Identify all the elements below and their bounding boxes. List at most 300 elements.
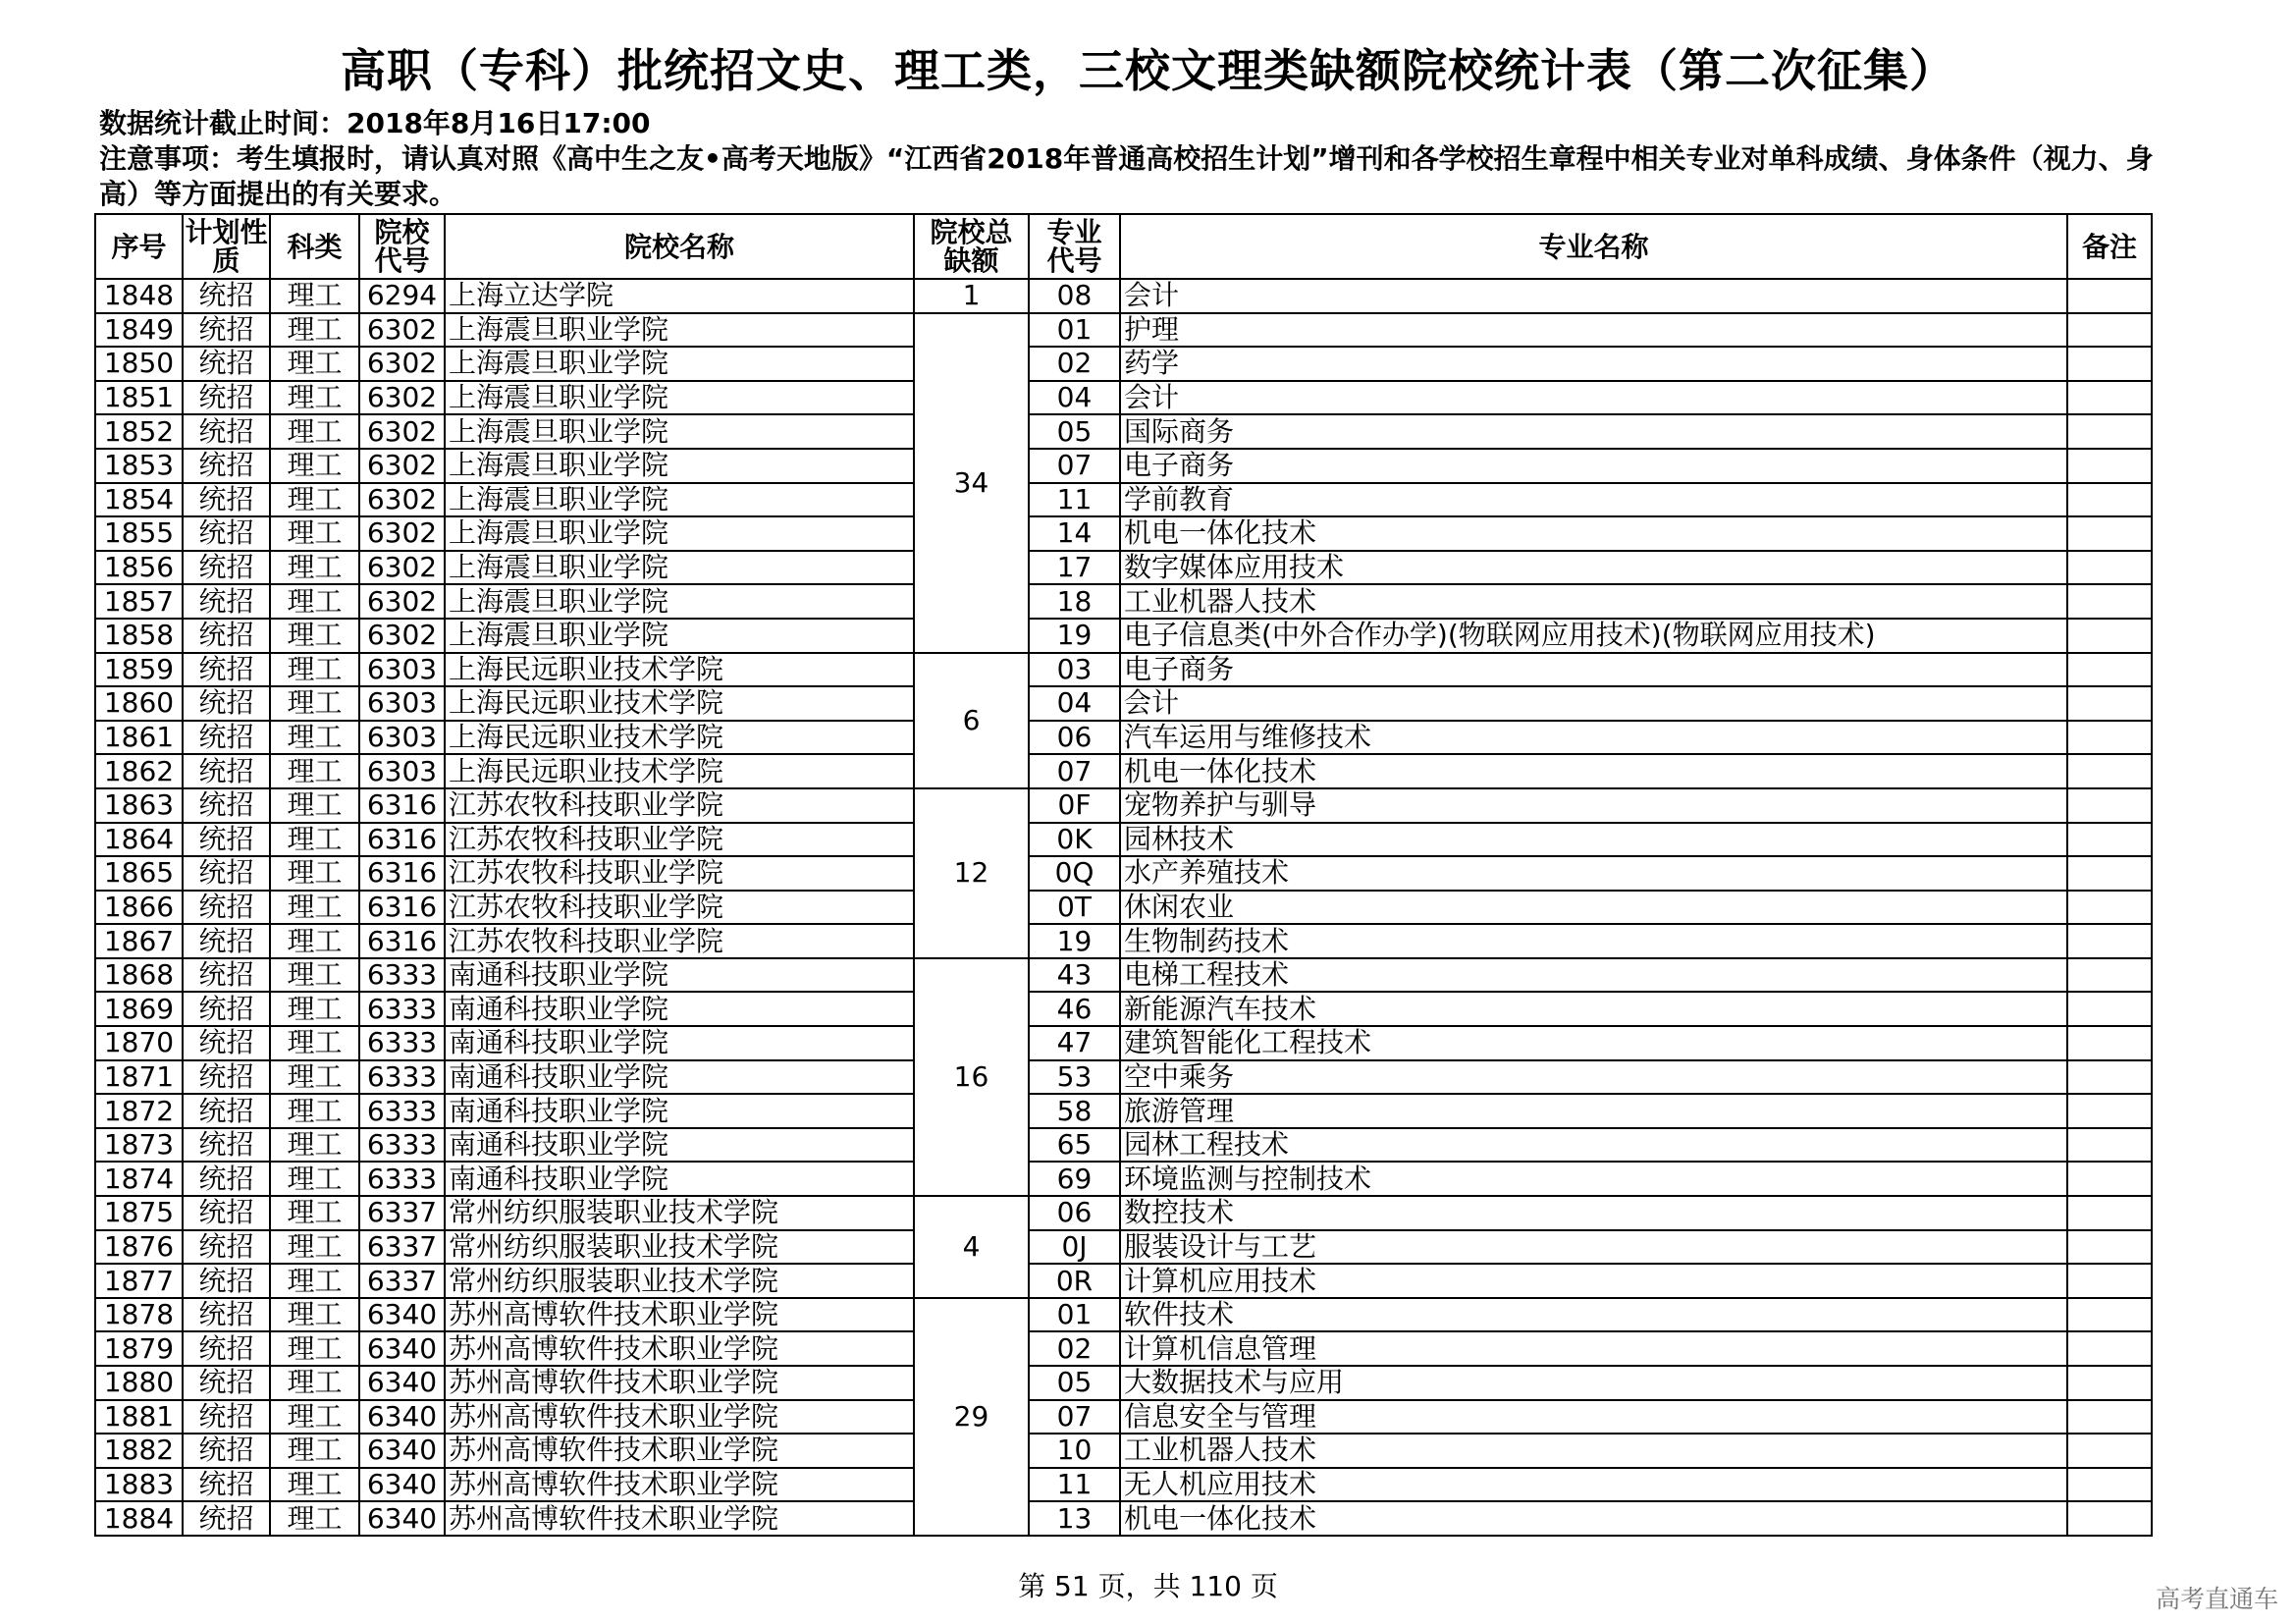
cell-major-name: 会计 [1120, 381, 2067, 415]
cell-category: 理工 [270, 381, 359, 415]
cell-major-name: 学前教育 [1120, 483, 2067, 517]
cell-remark [2067, 1331, 2152, 1366]
cell-plan: 统招 [183, 856, 270, 891]
cell-seq: 1872 [95, 1094, 183, 1128]
cell-school-name: 上海震旦职业学院 [445, 619, 914, 653]
cell-major-code: 06 [1029, 721, 1120, 755]
cell-major-code: 19 [1029, 619, 1120, 653]
table-row [95, 1501, 2152, 1536]
cell-remark [2067, 754, 2152, 788]
cell-category: 理工 [270, 619, 359, 653]
table-row [95, 381, 2152, 415]
table-row [95, 788, 2152, 823]
cell-seq: 1860 [95, 686, 183, 721]
cell-remark [2067, 1094, 2152, 1128]
cell-category: 理工 [270, 788, 359, 823]
cell-school-code: 6302 [359, 551, 445, 585]
cell-seq: 1858 [95, 619, 183, 653]
cell-category: 理工 [270, 1501, 359, 1536]
cell-school-name: 上海民远职业技术学院 [445, 686, 914, 721]
cell-major-code: 07 [1029, 754, 1120, 788]
cell-major-name: 服装设计与工艺 [1120, 1230, 2067, 1265]
cell-vacancy: 6 [914, 653, 1029, 788]
cell-plan: 统招 [183, 823, 270, 857]
cell-major-code: 02 [1029, 347, 1120, 381]
cell-category: 理工 [270, 958, 359, 993]
cell-category: 理工 [270, 1298, 359, 1332]
cell-remark [2067, 1366, 2152, 1400]
cell-seq: 1852 [95, 414, 183, 449]
cell-major-name: 无人机应用技术 [1120, 1468, 2067, 1502]
cell-remark [2067, 584, 2152, 619]
cell-school-name: 上海立达学院 [445, 279, 914, 313]
table-row [95, 551, 2152, 585]
cell-vacancy: 1 [914, 279, 1029, 313]
cell-plan: 统招 [183, 584, 270, 619]
cell-category: 理工 [270, 721, 359, 755]
cell-major-name: 水产养殖技术 [1120, 856, 2067, 891]
cell-school-name: 上海震旦职业学院 [445, 449, 914, 483]
cell-major-name: 电子信息类(中外合作办学)(物联网应用技术)(物联网应用技术) [1120, 619, 2067, 653]
cell-remark [2067, 1264, 2152, 1298]
cell-plan: 统招 [183, 516, 270, 551]
cell-major-name: 会计 [1120, 279, 2067, 313]
cell-major-code: 03 [1029, 653, 1120, 687]
cell-remark [2067, 958, 2152, 993]
cell-plan: 统招 [183, 1298, 270, 1332]
header-major-code-text: 专业代号 [1046, 216, 1102, 277]
cell-school-code: 6303 [359, 721, 445, 755]
cell-vacancy: 4 [914, 1196, 1029, 1298]
cell-plan: 统招 [183, 1128, 270, 1163]
cell-remark [2067, 381, 2152, 415]
cell-school-name: 南通科技职业学院 [445, 1026, 914, 1060]
cell-major-code: 65 [1029, 1128, 1120, 1163]
cell-school-name: 江苏农牧科技职业学院 [445, 823, 914, 857]
table-row [95, 856, 2152, 891]
cell-seq: 1873 [95, 1128, 183, 1163]
cell-plan: 统招 [183, 653, 270, 687]
cell-plan: 统招 [183, 1434, 270, 1468]
cell-remark [2067, 347, 2152, 381]
table-row [95, 584, 2152, 619]
cell-major-name: 电子商务 [1120, 653, 2067, 687]
cell-major-code: 11 [1029, 1468, 1120, 1502]
header-school-code [359, 214, 445, 279]
cell-school-code: 6302 [359, 313, 445, 348]
cell-remark [2067, 516, 2152, 551]
cell-major-name: 数字媒体应用技术 [1120, 551, 2067, 585]
table-row [95, 1230, 2152, 1265]
cell-school-code: 6340 [359, 1298, 445, 1332]
table-row [95, 754, 2152, 788]
cell-plan: 统招 [183, 1468, 270, 1502]
cell-plan: 统招 [183, 1162, 270, 1196]
cell-remark [2067, 449, 2152, 483]
cell-remark [2067, 551, 2152, 585]
cell-remark [2067, 1128, 2152, 1163]
cell-major-code: 46 [1029, 992, 1120, 1026]
cell-seq: 1875 [95, 1196, 183, 1230]
cell-seq: 1854 [95, 483, 183, 517]
cell-remark [2067, 619, 2152, 653]
cell-remark [2067, 1196, 2152, 1230]
cell-plan: 统招 [183, 891, 270, 925]
cell-seq: 1871 [95, 1060, 183, 1095]
cell-school-name: 南通科技职业学院 [445, 992, 914, 1026]
cell-major-name: 休闲农业 [1120, 891, 2067, 925]
cell-school-code: 6303 [359, 686, 445, 721]
cell-seq: 1876 [95, 1230, 183, 1265]
cell-school-name: 苏州高博软件技术职业学院 [445, 1434, 914, 1468]
cell-major-code: 07 [1029, 1400, 1120, 1435]
cell-major-code: 58 [1029, 1094, 1120, 1128]
cell-school-name: 苏州高博软件技术职业学院 [445, 1468, 914, 1502]
cell-major-code: 08 [1029, 279, 1120, 313]
cell-school-name: 上海民远职业技术学院 [445, 721, 914, 755]
cell-remark [2067, 1434, 2152, 1468]
header-category: 科类 [270, 214, 359, 279]
table-row [95, 721, 2152, 755]
vacancy-table-wrapper [94, 213, 2153, 1537]
cell-category: 理工 [270, 1366, 359, 1400]
cell-school-code: 6302 [359, 483, 445, 517]
cell-school-code: 6316 [359, 788, 445, 823]
header-plan-text: 计划性质 [185, 216, 268, 277]
cell-school-code: 6340 [359, 1501, 445, 1536]
cell-major-name: 宠物养护与驯导 [1120, 788, 2067, 823]
cell-school-name: 上海震旦职业学院 [445, 414, 914, 449]
cell-category: 理工 [270, 924, 359, 958]
cell-school-code: 6302 [359, 449, 445, 483]
table-row [95, 1298, 2152, 1332]
table-row [95, 313, 2152, 348]
cell-category: 理工 [270, 891, 359, 925]
cell-vacancy: 29 [914, 1298, 1029, 1536]
cell-plan: 统招 [183, 924, 270, 958]
cell-school-code: 6302 [359, 414, 445, 449]
cell-major-name: 信息安全与管理 [1120, 1400, 2067, 1435]
cell-plan: 统招 [183, 1366, 270, 1400]
table-row [95, 686, 2152, 721]
cell-school-name: 南通科技职业学院 [445, 1128, 914, 1163]
cell-major-name: 数控技术 [1120, 1196, 2067, 1230]
cell-plan: 统招 [183, 1094, 270, 1128]
table-row [95, 653, 2152, 687]
vacancy-table [94, 213, 2153, 1537]
cell-seq: 1853 [95, 449, 183, 483]
cell-major-code: 19 [1029, 924, 1120, 958]
cell-seq: 1856 [95, 551, 183, 585]
cell-school-name: 江苏农牧科技职业学院 [445, 924, 914, 958]
cell-major-name: 机电一体化技术 [1120, 754, 2067, 788]
cell-school-code: 6316 [359, 856, 445, 891]
cell-category: 理工 [270, 584, 359, 619]
cell-school-name: 常州纺织服装职业技术学院 [445, 1264, 914, 1298]
cell-major-name: 软件技术 [1120, 1298, 2067, 1332]
cell-major-code: 0K [1029, 823, 1120, 857]
cell-vacancy: 12 [914, 788, 1029, 958]
cell-category: 理工 [270, 1264, 359, 1298]
cell-category: 理工 [270, 516, 359, 551]
table-row [95, 1128, 2152, 1163]
cell-school-code: 6303 [359, 754, 445, 788]
cell-seq: 1877 [95, 1264, 183, 1298]
cell-plan: 统招 [183, 788, 270, 823]
deadline-text: 数据统计截止时间：2018年8月16日17:00 [99, 107, 651, 139]
cell-seq: 1862 [95, 754, 183, 788]
cell-plan: 统招 [183, 1264, 270, 1298]
cell-school-code: 6340 [359, 1468, 445, 1502]
cell-school-code: 6333 [359, 992, 445, 1026]
cell-plan: 统招 [183, 992, 270, 1026]
cell-major-name: 国际商务 [1120, 414, 2067, 449]
cell-school-code: 6294 [359, 279, 445, 313]
cell-category: 理工 [270, 686, 359, 721]
cell-major-code: 04 [1029, 686, 1120, 721]
cell-plan: 统招 [183, 619, 270, 653]
cell-seq: 1884 [95, 1501, 183, 1536]
table-row [95, 1060, 2152, 1095]
table-row [95, 347, 2152, 381]
cell-major-code: 11 [1029, 483, 1120, 517]
cell-major-code: 10 [1029, 1434, 1120, 1468]
cell-major-name: 机电一体化技术 [1120, 516, 2067, 551]
cell-category: 理工 [270, 823, 359, 857]
cell-category: 理工 [270, 1468, 359, 1502]
cell-vacancy: 34 [914, 313, 1029, 653]
cell-major-name: 生物制药技术 [1120, 924, 2067, 958]
cell-major-name: 园林技术 [1120, 823, 2067, 857]
cell-school-code: 6333 [359, 1026, 445, 1060]
cell-category: 理工 [270, 1400, 359, 1435]
cell-major-name: 环境监测与控制技术 [1120, 1162, 2067, 1196]
cell-seq: 1863 [95, 788, 183, 823]
cell-major-name: 药学 [1120, 347, 2067, 381]
table-row [95, 1434, 2152, 1468]
cell-category: 理工 [270, 483, 359, 517]
cell-school-name: 江苏农牧科技职业学院 [445, 856, 914, 891]
cell-category: 理工 [270, 347, 359, 381]
cell-plan: 统招 [183, 1230, 270, 1265]
cell-remark [2067, 1060, 2152, 1095]
cell-school-code: 6302 [359, 381, 445, 415]
table-row [95, 891, 2152, 925]
cell-remark [2067, 992, 2152, 1026]
cell-remark [2067, 1026, 2152, 1060]
cell-plan: 统招 [183, 381, 270, 415]
cell-major-name: 大数据技术与应用 [1120, 1366, 2067, 1400]
cell-category: 理工 [270, 856, 359, 891]
cell-remark [2067, 721, 2152, 755]
cell-school-name: 苏州高博软件技术职业学院 [445, 1331, 914, 1366]
cell-major-name: 计算机信息管理 [1120, 1331, 2067, 1366]
cell-remark [2067, 891, 2152, 925]
cell-major-code: 04 [1029, 381, 1120, 415]
cell-major-code: 02 [1029, 1331, 1120, 1366]
table-row [95, 279, 2152, 313]
cell-school-name: 南通科技职业学院 [445, 1060, 914, 1095]
cell-school-name: 常州纺织服装职业技术学院 [445, 1196, 914, 1230]
cell-school-name: 上海震旦职业学院 [445, 516, 914, 551]
cell-major-code: 0T [1029, 891, 1120, 925]
cell-remark [2067, 823, 2152, 857]
cell-major-name: 护理 [1120, 313, 2067, 348]
cell-school-name: 南通科技职业学院 [445, 1094, 914, 1128]
cell-seq: 1882 [95, 1434, 183, 1468]
cell-seq: 1870 [95, 1026, 183, 1060]
cell-category: 理工 [270, 1331, 359, 1366]
cell-major-code: 43 [1029, 958, 1120, 993]
cell-category: 理工 [270, 449, 359, 483]
cell-seq: 1869 [95, 992, 183, 1026]
cell-plan: 统招 [183, 1501, 270, 1536]
cell-major-code: 53 [1029, 1060, 1120, 1095]
cell-school-name: 苏州高博软件技术职业学院 [445, 1298, 914, 1332]
cell-vacancy: 16 [914, 958, 1029, 1196]
cell-remark [2067, 1230, 2152, 1265]
cell-school-name: 上海震旦职业学院 [445, 584, 914, 619]
table-row [95, 516, 2152, 551]
table-row [95, 414, 2152, 449]
cell-major-name: 旅游管理 [1120, 1094, 2067, 1128]
cell-school-name: 江苏农牧科技职业学院 [445, 891, 914, 925]
cell-category: 理工 [270, 1230, 359, 1265]
cell-school-name: 苏州高博软件技术职业学院 [445, 1400, 914, 1435]
cell-plan: 统招 [183, 279, 270, 313]
header-plan [183, 214, 270, 279]
cell-plan: 统招 [183, 1331, 270, 1366]
cell-major-name: 电子商务 [1120, 449, 2067, 483]
cell-major-code: 0Q [1029, 856, 1120, 891]
cell-school-code: 6333 [359, 1094, 445, 1128]
cell-school-name: 上海民远职业技术学院 [445, 754, 914, 788]
table-row [95, 1196, 2152, 1230]
cell-remark [2067, 313, 2152, 348]
cell-remark [2067, 788, 2152, 823]
cell-plan: 统招 [183, 721, 270, 755]
cell-category: 理工 [270, 279, 359, 313]
cell-seq: 1849 [95, 313, 183, 348]
cell-major-code: 01 [1029, 313, 1120, 348]
cell-plan: 统招 [183, 483, 270, 517]
cell-major-name: 园林工程技术 [1120, 1128, 2067, 1163]
cell-plan: 统招 [183, 958, 270, 993]
cell-school-name: 上海震旦职业学院 [445, 483, 914, 517]
cell-school-name: 江苏农牧科技职业学院 [445, 788, 914, 823]
cell-school-name: 苏州高博软件技术职业学院 [445, 1501, 914, 1536]
header-school-code-text: 院校代号 [374, 216, 430, 277]
cell-school-name: 南通科技职业学院 [445, 1162, 914, 1196]
cell-category: 理工 [270, 1162, 359, 1196]
table-row [95, 1468, 2152, 1502]
cell-school-name: 上海震旦职业学院 [445, 551, 914, 585]
cell-seq: 1881 [95, 1400, 183, 1435]
cell-major-name: 工业机器人技术 [1120, 1434, 2067, 1468]
cell-plan: 统招 [183, 347, 270, 381]
cell-school-code: 6303 [359, 653, 445, 687]
cell-school-name: 上海震旦职业学院 [445, 347, 914, 381]
cell-major-code: 17 [1029, 551, 1120, 585]
cell-plan: 统招 [183, 551, 270, 585]
cell-major-code: 47 [1029, 1026, 1120, 1060]
cell-seq: 1848 [95, 279, 183, 313]
header-remark: 备注 [2067, 214, 2152, 279]
page-footer: 第 51 页，共 110 页 [1018, 1570, 1278, 1602]
cell-school-code: 6340 [359, 1331, 445, 1366]
cell-plan: 统招 [183, 1196, 270, 1230]
cell-category: 理工 [270, 1196, 359, 1230]
table-row [95, 958, 2152, 993]
cell-plan: 统招 [183, 686, 270, 721]
cell-remark [2067, 1468, 2152, 1502]
cell-remark [2067, 856, 2152, 891]
cell-seq: 1857 [95, 584, 183, 619]
cell-category: 理工 [270, 1094, 359, 1128]
table-row [95, 1331, 2152, 1366]
cell-plan: 统招 [183, 754, 270, 788]
cell-major-name: 工业机器人技术 [1120, 584, 2067, 619]
cell-school-code: 6337 [359, 1196, 445, 1230]
cell-school-name: 上海震旦职业学院 [445, 313, 914, 348]
cell-school-code: 6333 [359, 1128, 445, 1163]
cell-seq: 1879 [95, 1331, 183, 1366]
table-row [95, 1094, 2152, 1128]
cell-major-code: 13 [1029, 1501, 1120, 1536]
cell-school-code: 6337 [359, 1264, 445, 1298]
cell-major-code: 0F [1029, 788, 1120, 823]
cell-major-code: 05 [1029, 1366, 1120, 1400]
cell-plan: 统招 [183, 313, 270, 348]
table-row [95, 1162, 2152, 1196]
cell-category: 理工 [270, 1060, 359, 1095]
cell-remark [2067, 653, 2152, 687]
cell-major-name: 计算机应用技术 [1120, 1264, 2067, 1298]
table-row [95, 449, 2152, 483]
cell-seq: 1861 [95, 721, 183, 755]
cell-seq: 1883 [95, 1468, 183, 1502]
cell-major-name: 新能源汽车技术 [1120, 992, 2067, 1026]
table-row [95, 619, 2152, 653]
cell-major-code: 01 [1029, 1298, 1120, 1332]
watermark-text: 高考直通车 [2156, 1585, 2279, 1613]
cell-plan: 统招 [183, 1400, 270, 1435]
cell-major-code: 06 [1029, 1196, 1120, 1230]
cell-remark [2067, 1162, 2152, 1196]
cell-school-name: 上海民远职业技术学院 [445, 653, 914, 687]
cell-remark [2067, 483, 2152, 517]
cell-seq: 1864 [95, 823, 183, 857]
cell-school-code: 6302 [359, 516, 445, 551]
cell-major-code: 0R [1029, 1264, 1120, 1298]
page-title: 高职（专科）批统招文史、理工类，三校文理类缺额院校统计表（第二次征集） [341, 44, 1955, 97]
cell-remark [2067, 1298, 2152, 1332]
cell-category: 理工 [270, 1128, 359, 1163]
cell-school-code: 6302 [359, 584, 445, 619]
cell-school-code: 6340 [359, 1434, 445, 1468]
cell-category: 理工 [270, 754, 359, 788]
notice-text-line2: 高）等方面提出的有关要求。 [99, 178, 457, 210]
cell-major-name: 汽车运用与维修技术 [1120, 721, 2067, 755]
header-vacancy [914, 214, 1029, 279]
table-row [95, 1264, 2152, 1298]
table-row [95, 1366, 2152, 1400]
cell-major-code: 69 [1029, 1162, 1120, 1196]
cell-major-code: 05 [1029, 414, 1120, 449]
cell-plan: 统招 [183, 1060, 270, 1095]
cell-school-code: 6340 [359, 1366, 445, 1400]
cell-school-code: 6340 [359, 1400, 445, 1435]
